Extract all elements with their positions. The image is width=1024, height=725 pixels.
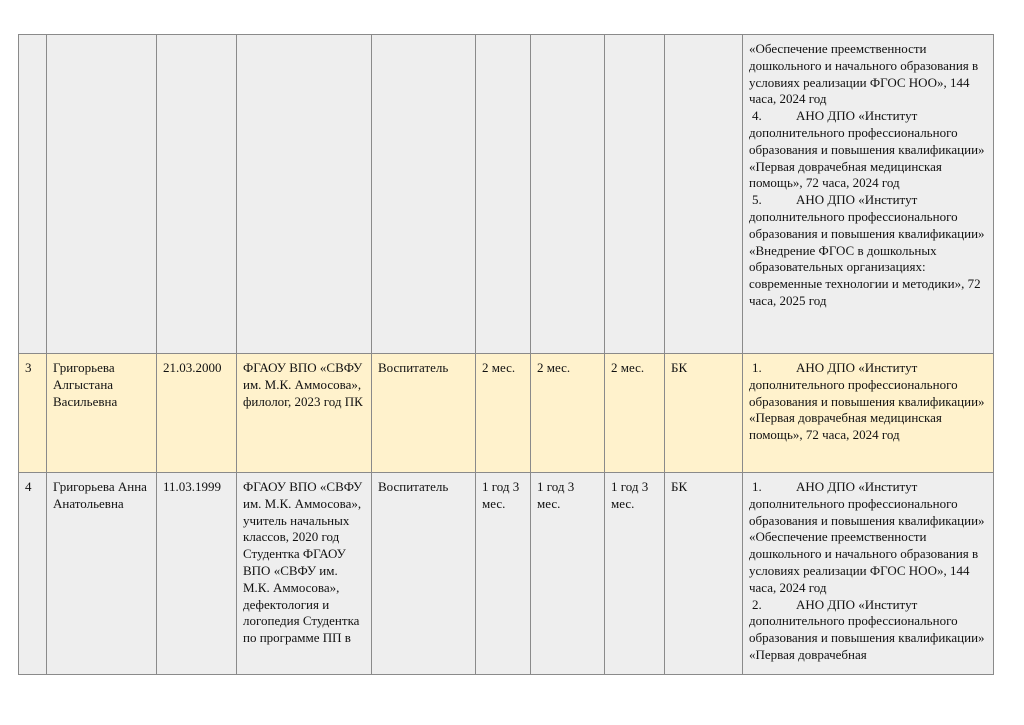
birth-date: 21.03.2000 <box>157 354 237 473</box>
row-number: 3 <box>19 354 47 473</box>
education: ФГАОУ ВПО «СВФУ им. М.К. Аммосова», учитель начальных классов, 2020 год Студентка ФГАОУ ВПО «СВФУ им. М.К. Аммосова», дефектология и логопедия Студентка по программе ПП в <box>237 473 372 675</box>
employee-name: Григорьева Алгыстана Васильевна <box>47 354 157 473</box>
course-item <box>749 529 987 596</box>
course-item <box>749 597 987 664</box>
course-item <box>749 360 987 444</box>
total-experience <box>476 35 531 354</box>
position: Воспитатель <box>372 354 476 473</box>
table-row <box>19 473 994 675</box>
course-number: 1. <box>752 360 762 375</box>
qualification-category <box>665 35 743 354</box>
teaching-experience: 2 мес. <box>531 354 605 473</box>
courses-cell <box>743 35 994 354</box>
qualification-category: БК <box>665 354 743 473</box>
row-number <box>19 35 47 354</box>
table-row <box>19 354 994 473</box>
course-text: АНО ДПО «Институт дополнительного профессионального образования и повышения квалификации» «Первая доврачебная <box>749 596 985 662</box>
birth-date: 11.03.1999 <box>157 473 237 675</box>
courses-cell <box>743 354 994 473</box>
education: ФГАОУ ВПО «СВФУ им. М.К. Аммосова», филолог, 2023 год ПК <box>237 354 372 473</box>
teaching-experience: 1 год 3 мес. <box>531 473 605 675</box>
qualification-category: БК <box>665 473 743 675</box>
course-item <box>749 479 987 529</box>
position-experience: 2 мес. <box>605 354 665 473</box>
staff-table <box>18 34 994 675</box>
course-text: АНО ДПО «Институт дополнительного профессионального образования и повышения квалификации» «Первая доврачебная медицинская помощь», 72 часа, 2024 год <box>749 360 985 443</box>
position <box>372 35 476 354</box>
total-experience: 1 год 3 мес. <box>476 473 531 675</box>
position-experience: 1 год 3 мес. <box>605 473 665 675</box>
total-experience: 2 мес. <box>476 354 531 473</box>
position: Воспитатель <box>372 473 476 675</box>
course-text: «Обеспечение преемственности дошкольного и начального образования в условиях реализации ФГОС НОО», 144 часа, 2024 год <box>749 529 979 595</box>
course-text: АНО ДПО «Институт дополнительного профессионального образования и повышения квалификации» «Внедрение ФГОС в дошкольных образовательных организациях: современные технологии и методики», 72 часа, 2025 год <box>749 192 985 308</box>
education <box>237 35 372 354</box>
course-text: АНО ДПО «Институт дополнительного профессионального образования и повышения квалификации» «Первая доврачебная медицинская помощь», 72 часа, 2024 год <box>749 108 985 191</box>
course-item <box>749 108 987 192</box>
course-text: АНО ДПО «Институт дополнительного профессионального образования и повышения квалификации» <box>749 479 985 528</box>
employee-name: Григорьева Анна Анатольевна <box>47 473 157 675</box>
course-number: 4. <box>752 108 762 124</box>
table-row <box>19 35 994 354</box>
courses-cell <box>743 473 994 675</box>
course-number: 1. <box>752 479 762 494</box>
birth-date <box>157 35 237 354</box>
course-item <box>749 41 987 108</box>
course-item <box>749 192 987 310</box>
course-text: «Обеспечение преемственности дошкольного и начального образования в условиях реализации ФГОС НОО», 144 часа, 2024 год <box>749 41 979 107</box>
row-number: 4 <box>19 473 47 675</box>
course-number: 5. <box>752 192 762 208</box>
course-number: 2. <box>752 596 762 612</box>
position-experience <box>605 35 665 354</box>
teaching-experience <box>531 35 605 354</box>
employee-name <box>47 35 157 354</box>
